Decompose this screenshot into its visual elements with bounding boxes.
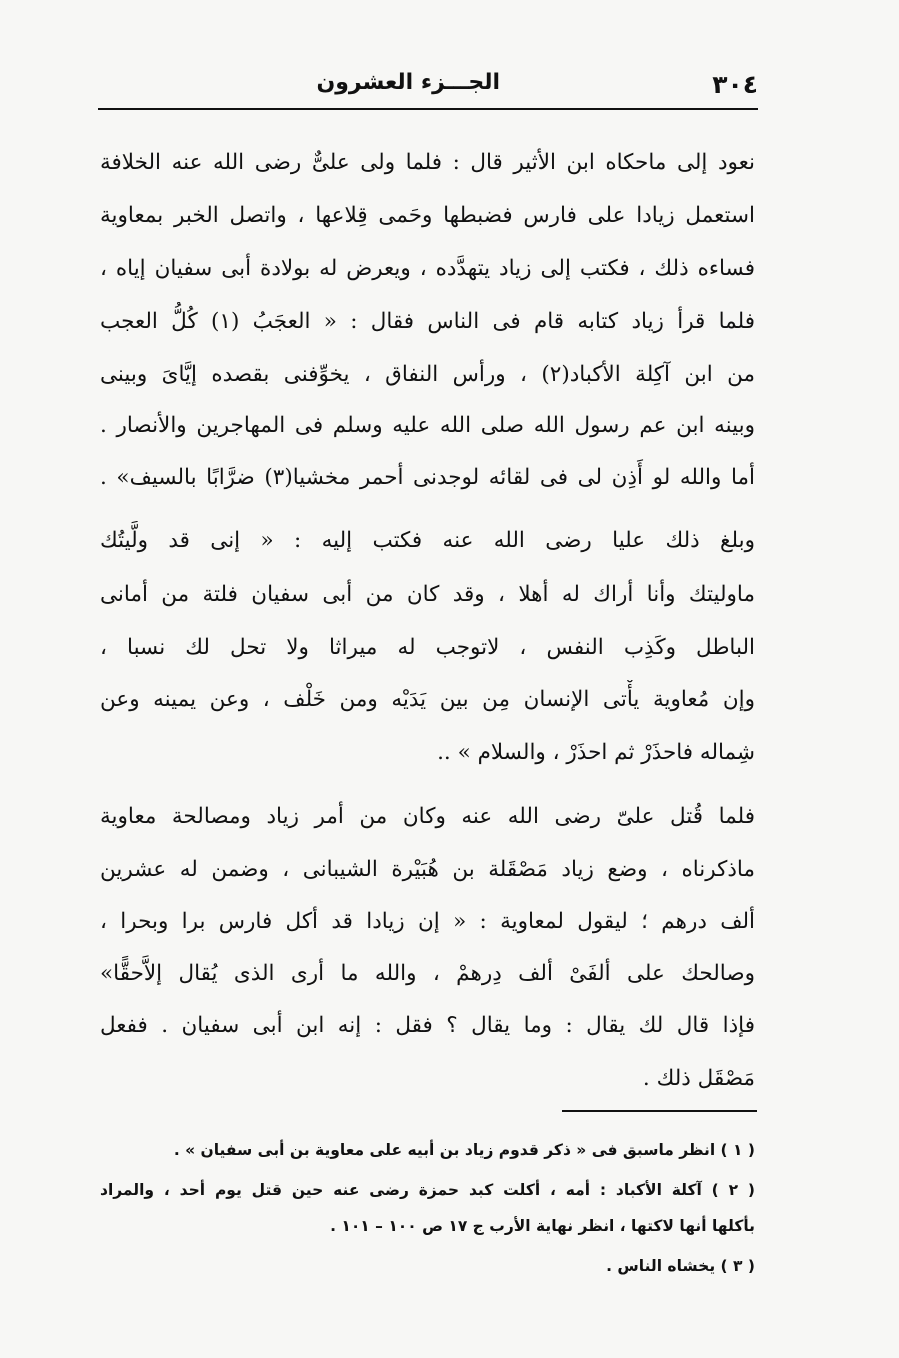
- footnote-rule: [562, 1110, 757, 1112]
- body-line: ماذكرناه ، وضع زياد مَصْقَلة بن هُبَيْرة الشيبانى ، وضمن له عشرين: [100, 857, 755, 882]
- body-line: نعود إلى ماحكاه ابن الأثير قال : فلما ولى علىٌّ رضى الله عنه الخلافة: [100, 150, 755, 175]
- body-line: الباطل وكَذِب النفس ، لاتوجب له ميراثا ولا تحل لك نسبا ،: [100, 635, 755, 660]
- body-line: شِماله فاحذَرْ ثم احذَرْ ، والسلام » ..: [437, 740, 755, 765]
- body-line: فساءه ذلك ، فكتب إلى زياد يتهدَّده ، ويعرض له بولادة أبى سفيان إياه ،: [100, 256, 755, 281]
- body-line: وصالحك على ألفَىْ ألف دِرهمْ ، والله ما أرى الذى يُقال إلاَّحقًّا»: [100, 961, 755, 986]
- body-line: استعمل زيادا على فارس فضبطها وحَمى قِلاعها ، واتصل الخبر بمعاوية: [100, 203, 755, 228]
- body-line: أما والله لو أَذِن لى فى لقائه لوجدنى أحمر مخشيا(٣) ضرَّابًا بالسيف» .: [100, 465, 755, 490]
- page-header: [98, 62, 758, 108]
- footnote: ( ٣ ) يخشاه الناس .: [606, 1257, 755, 1275]
- body-line: ماوليتك وأنا أراك له أهلا ، وقد كان من أبى سفيان فلتة من أمانى: [100, 582, 755, 607]
- body-line: فلما قرأ زياد كتابه قام فى الناس فقال : « العجَبُ (١) كُلُّ العجب: [100, 309, 755, 334]
- body-line: فإذا قال لك يقال : وما يقال ؟ فقل : إنه ابن أبى سفيان . ففعل: [100, 1013, 755, 1038]
- body-line: وإن مُعاوية يأْتى الإنسان مِن بين يَدَيْه ومن خَلْف ، وعن يمينه وعن: [100, 687, 755, 712]
- body-line: وبلغ ذلك عليا رضى الله عنه فكتب إليه : « إنى قد ولَّيتُك: [100, 528, 755, 553]
- header-rule: [98, 108, 758, 110]
- footnote: بأكلها أنها لاكتها ، انظر نهاية الأرب ج ١٧ ص ١٠٠ – ١٠١ .: [330, 1217, 755, 1235]
- body-line: فلما قُتل علىّ رضى الله عنه وكان من أمر زياد ومصالحة معاوية: [100, 804, 755, 829]
- running-head: الجـــزء العشرون: [316, 70, 500, 95]
- body-line: وبينه ابن عم رسول الله صلى الله عليه وسلم فى المهاجرين والأنصار .: [100, 413, 755, 438]
- body-line: مَصْقَل ذلك .: [642, 1066, 755, 1091]
- page-number: ٣٠٤: [712, 70, 758, 99]
- body-line: من ابن آكِلة الأكباد(٢) ، ورأس النفاق ، يخوِّفنى بقصده إيَّاىَ وبينى: [100, 362, 755, 387]
- body-line: ألف درهم ؛ ليقول لمعاوية : « إن زيادا قد أكل فارس برا وبحرا ،: [100, 909, 755, 934]
- footnote: ( ٢ ) آكلة الأكباد : أمه ، أكلت كبد حمزة رضى عنه حين قتل يوم أحد ، والمراد: [100, 1181, 755, 1199]
- footnote: ( ١ ) انظر ماسبق فى « ذكر قدوم زياد بن أبيه على معاوية بن أبى سفيان » .: [173, 1141, 755, 1159]
